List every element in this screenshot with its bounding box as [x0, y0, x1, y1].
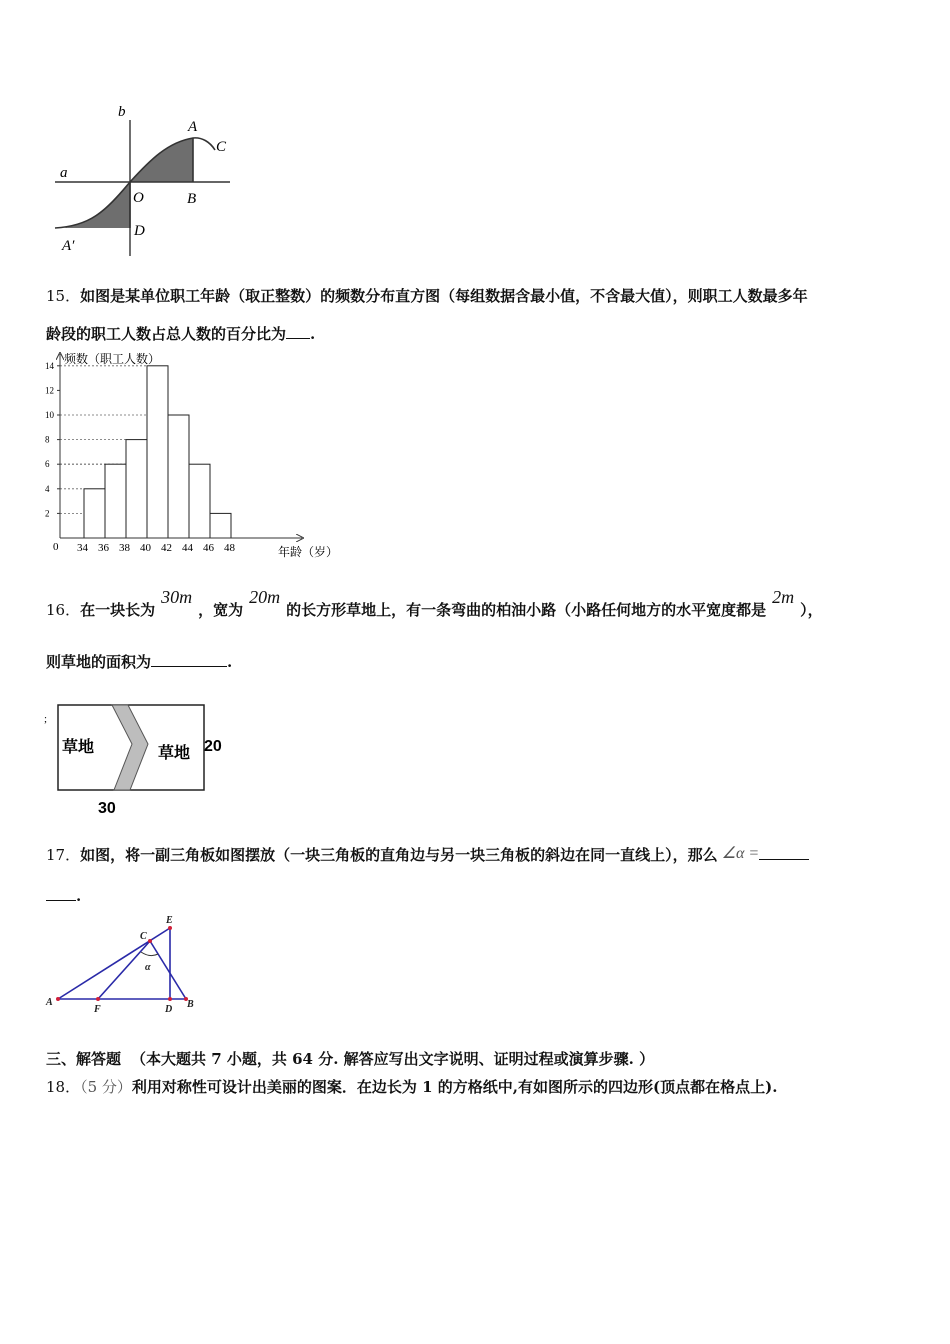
label-B: B: [187, 999, 194, 1010]
q16-length: 30m: [161, 587, 193, 607]
q18-text: 利用对称性可设计出美丽的图案．在边长为 1 的方格纸中,有如图所示的四边形(顶点都在格点上).: [131, 1078, 778, 1096]
lawn-right-label: 草地: [158, 743, 191, 762]
q15-line2: [46, 322, 315, 346]
q16-text-line2: 则草地的面积为: [46, 653, 152, 671]
label-C: C: [140, 931, 147, 942]
point-E: [168, 926, 172, 930]
q15-period: .: [310, 325, 316, 343]
q17-line2: [46, 884, 81, 908]
q17-line1: [46, 843, 809, 868]
label-a: a: [60, 165, 68, 181]
q16-answer-blank[interactable]: [151, 652, 227, 667]
label-O: O: [133, 190, 144, 206]
q17-figure: [42, 912, 202, 1018]
q18-line: [46, 1075, 777, 1099]
histogram-bar-46-48: [210, 513, 231, 538]
x-tick-label: 40: [140, 542, 151, 554]
shaded-region-left: [64, 182, 130, 228]
y-tick-label: 14: [45, 360, 54, 371]
y-tick-label: 4: [45, 483, 50, 494]
histogram-bar-34-36: [84, 489, 105, 538]
section3-title: 三、解答题: [46, 1050, 122, 1068]
label-A: A: [46, 997, 53, 1008]
q15-answer-blank[interactable]: [286, 324, 310, 339]
y-tick-label: 10: [45, 410, 54, 420]
label-C: C: [216, 139, 227, 155]
q18-number: 18．: [46, 1078, 81, 1096]
x-tick-label: 34: [77, 542, 88, 554]
histogram-bar-40-42: [147, 366, 168, 538]
histogram-bar-44-46: [189, 464, 210, 538]
x-tick-label: 42: [161, 542, 172, 554]
q15-line1: [46, 284, 808, 308]
q14-figure: [50, 100, 240, 260]
histogram-bar-42-44: [168, 415, 189, 538]
height-label: 20: [204, 738, 222, 755]
q17-angle: ∠α =: [721, 845, 760, 862]
segment-FC: [98, 941, 150, 999]
stray-mark: ;: [44, 713, 48, 725]
label-A-prime: A′: [62, 238, 75, 254]
q17-period: .: [76, 887, 82, 905]
origin-label: 0: [53, 541, 59, 553]
segment-CB: [150, 941, 186, 999]
q17-number: 17．: [46, 846, 81, 864]
q16-text-4: ），: [800, 601, 823, 619]
histogram-bar-36-38: [105, 464, 126, 538]
q17-text-line1: 如图，将一副三角板如图摆放（一块三角板的直角边与另一块三角板的斜边在同一直线上），那么: [80, 846, 718, 864]
q15-text-line2: 龄段的职工人数占总人数的百分比为: [46, 325, 287, 343]
q16-figure: [44, 700, 234, 822]
y-tick-label: 12: [45, 385, 54, 396]
label-D: D: [165, 1004, 173, 1015]
label-b: b: [118, 104, 126, 120]
y-tick-label: 2: [45, 508, 50, 519]
segment-AE: [58, 928, 170, 999]
y-tick-label: 8: [45, 434, 50, 445]
section3-heading: [46, 1047, 654, 1071]
y-axis-label: 频数（职工人数）: [64, 352, 161, 366]
q15-number: 15．: [46, 287, 81, 305]
lawn-left-label: 草地: [62, 737, 95, 756]
q16-period: .: [227, 653, 233, 671]
q16-line2: [46, 650, 232, 674]
q16-line1: [46, 587, 823, 622]
point-C: [148, 939, 152, 943]
x-tick-label: 46: [203, 542, 214, 554]
q16-number: 16．: [46, 601, 81, 619]
q16-road-width: 2m: [772, 587, 795, 607]
label-alpha: α: [145, 962, 151, 973]
q16-text-3: 的长方形草地上，有一条弯曲的柏油小路（小路任何地方的水平宽度都是: [286, 601, 767, 619]
x-tick-label: 36: [98, 542, 109, 554]
length-label: 30: [98, 800, 116, 817]
histogram-chart: [40, 348, 350, 563]
q18-score: （5 分）: [80, 1078, 132, 1096]
q16-text-1: 在一块长为: [80, 601, 156, 619]
x-axis-label: 年龄（岁）: [278, 545, 339, 559]
x-tick-label: 48: [224, 542, 235, 554]
label-E: E: [166, 915, 173, 926]
label-D: D: [134, 223, 145, 239]
q17-answer-blank-2[interactable]: [46, 886, 76, 901]
x-tick-label: 44: [182, 542, 193, 554]
q16-width: 20m: [249, 587, 281, 607]
point-D: [168, 997, 172, 1001]
q15-text-line1: 如图是某单位职工年龄（取正整数）的频数分布直方图（每组数据含最小值，不含最大值），则职工人数最多年: [80, 287, 808, 305]
x-tick-label: 38: [119, 542, 130, 554]
section3-note: （本大题共 7 小题，共 64 分. 解答应写出文字说明、证明过程或演算步骤. ）: [131, 1050, 655, 1068]
point-F: [96, 997, 100, 1001]
label-B: B: [187, 191, 197, 207]
angle-alpha-arc: [141, 952, 158, 956]
point-A: [56, 997, 60, 1001]
label-F: F: [94, 1004, 101, 1015]
y-tick-label: 6: [45, 459, 50, 470]
label-A: A: [188, 119, 198, 135]
shaded-region-right: [130, 138, 193, 182]
q17-answer-blank-1[interactable]: [759, 845, 809, 860]
q16-text-2: ，宽为: [198, 601, 244, 619]
histogram-bar-38-40: [126, 440, 147, 538]
